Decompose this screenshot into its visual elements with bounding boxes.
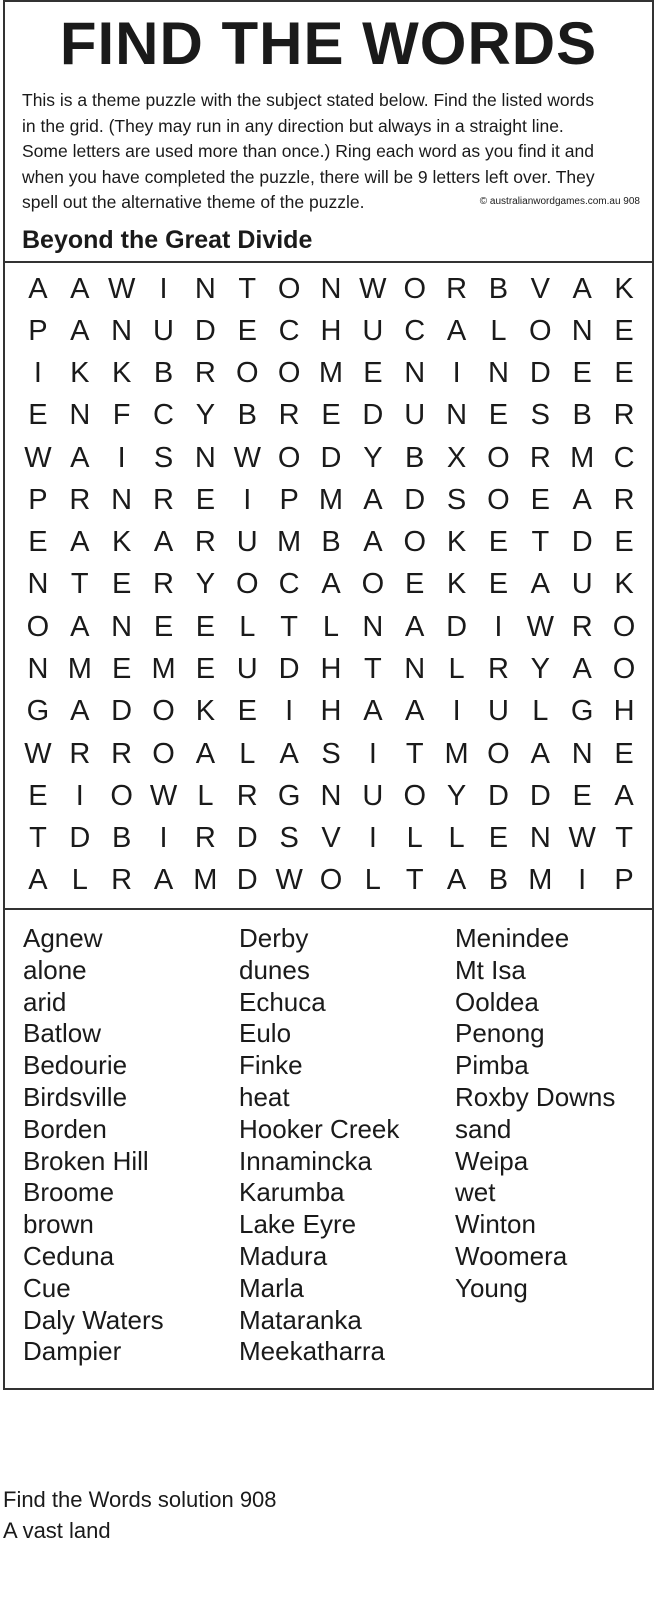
grid-letter: G — [570, 695, 594, 728]
grid-letter: C — [613, 441, 635, 474]
grid-letter: A — [70, 441, 90, 474]
grid-letter: I — [578, 864, 587, 897]
puzzle-box — [3, 0, 654, 1390]
grid-letter: K — [111, 526, 132, 559]
grid-letter: T — [238, 272, 257, 305]
solution-heading: Find the Words solution 908 — [3, 1487, 277, 1512]
grid-letter: N — [446, 399, 468, 432]
grid-letter: O — [277, 357, 301, 390]
copyright-notice: © australianwordgames.com.au 908 — [479, 196, 640, 207]
grid-letter: L — [490, 314, 507, 347]
grid-letter: N — [487, 357, 509, 390]
grid-letter: E — [614, 737, 634, 770]
grid-letter: R — [236, 779, 258, 812]
grid-letter: O — [612, 610, 636, 643]
grid-letter: U — [487, 695, 509, 728]
grid-letter: P — [279, 483, 299, 516]
grid-letter: A — [363, 483, 383, 516]
grid-letter: T — [280, 610, 298, 643]
solution-section — [3, 1484, 277, 1546]
grid-letter: I — [75, 779, 84, 812]
grid-letter: Y — [530, 653, 550, 686]
grid-letter: A — [572, 653, 592, 686]
grid-letter: L — [239, 610, 256, 643]
grid-letter: R — [613, 483, 635, 516]
grid-letter: B — [572, 399, 592, 432]
grid-letter: M — [67, 653, 92, 686]
grid-letter: T — [364, 653, 382, 686]
grid-letter: B — [488, 864, 509, 897]
grid-letter: E — [488, 822, 509, 855]
grid-letter: O — [277, 272, 301, 305]
grid-letter: A — [572, 272, 592, 305]
grid-letter: O — [235, 357, 259, 390]
grid-letter: E — [237, 695, 257, 728]
grid-letter: K — [614, 568, 634, 601]
grid-letter: U — [153, 314, 174, 347]
word-list-item: Penong — [455, 1018, 545, 1049]
grid-letter: A — [530, 568, 550, 601]
grid-letter: R — [446, 272, 468, 305]
grid-letter: W — [568, 822, 596, 855]
grid-letter: A — [70, 610, 90, 643]
grid-letter: A — [446, 314, 467, 347]
grid-letter: O — [361, 568, 385, 601]
instructions — [22, 88, 644, 218]
grid-letter: M — [570, 441, 595, 474]
grid-letter: D — [236, 822, 258, 855]
grid-letter: D — [446, 610, 468, 643]
grid-letter: E — [530, 483, 550, 516]
grid-letter: S — [446, 483, 467, 516]
grid-letter: R — [194, 822, 216, 855]
grid-letter: U — [362, 779, 384, 812]
grid-letter: W — [526, 610, 555, 643]
grid-letter: P — [28, 314, 48, 347]
grid-letter: N — [111, 610, 133, 643]
grid-letter: A — [279, 737, 299, 770]
grid-letter: O — [235, 568, 259, 601]
word-list-item: Ceduna — [23, 1240, 115, 1271]
grid-letter: C — [278, 314, 300, 347]
grid-letter: D — [111, 695, 133, 728]
grid-letter: R — [613, 399, 635, 432]
grid-letter: B — [111, 822, 132, 855]
grid-letter: M — [444, 737, 469, 770]
grid-letter: E — [237, 314, 257, 347]
grid-letter: O — [26, 610, 50, 643]
grid-letter: C — [278, 568, 300, 601]
grid-bottom-divider — [5, 908, 652, 910]
grid-letter: R — [153, 568, 174, 601]
grid-letter: T — [29, 822, 47, 855]
grid-letter: O — [487, 483, 510, 516]
grid-letter: D — [362, 399, 384, 432]
grid-letter: E — [28, 399, 48, 432]
grid-letter: D — [194, 314, 216, 347]
grid-letter: C — [153, 399, 174, 432]
grid-letter: U — [236, 526, 258, 559]
grid-letter: Y — [195, 399, 216, 432]
word-list-item: Pimba — [455, 1050, 529, 1081]
grid-letter: E — [614, 314, 634, 347]
grid-letter: A — [70, 526, 90, 559]
puzzle-title: FIND THE WORDS — [59, 10, 598, 77]
grid-letter: H — [320, 314, 342, 347]
grid-letter: A — [363, 526, 383, 559]
grid-letter: E — [153, 610, 174, 643]
word-list-item: Innamincka — [239, 1145, 372, 1176]
grid-letter: N — [571, 314, 593, 347]
grid-letter: L — [406, 822, 423, 855]
grid-letter: M — [318, 483, 344, 516]
grid-letter: R — [487, 653, 509, 686]
grid-letter: E — [28, 526, 48, 559]
grid-letter: I — [452, 357, 461, 390]
grid-letter: A — [614, 779, 634, 812]
grid-letter: I — [368, 822, 377, 855]
grid-letter: D — [529, 357, 551, 390]
instruction-line: This is a theme puzzle with the subject stated below. Find the listed words — [22, 90, 594, 110]
grid-letter: B — [321, 526, 341, 559]
grid-letter: S — [279, 822, 299, 855]
grid-letter: E — [488, 399, 509, 432]
grid-letter: G — [26, 695, 50, 728]
grid-letter: K — [195, 695, 216, 728]
grid-letter: N — [111, 483, 133, 516]
grid-letter: E — [572, 357, 592, 390]
grid-letter: L — [364, 864, 381, 897]
grid-letter: I — [117, 441, 126, 474]
grid-letter: L — [448, 822, 465, 855]
grid-letter: T — [615, 822, 633, 855]
grid-letter: A — [28, 272, 48, 305]
grid-letter: O — [612, 653, 636, 686]
grid-letter: S — [530, 399, 550, 432]
grid-letter: A — [153, 526, 174, 559]
grid-letter: A — [530, 737, 550, 770]
instruction-line: when you have completed the puzzle, there will be 9 letters left over. They — [22, 166, 595, 187]
grid-letter: T — [405, 737, 424, 770]
grid-letter: E — [363, 357, 383, 390]
grid-letter: K — [111, 357, 132, 390]
word-list-item: heat — [239, 1081, 290, 1112]
grid-letter: Y — [446, 779, 467, 812]
grid-letter: K — [70, 357, 90, 390]
grid-letter: M — [318, 357, 344, 390]
grid-letter: R — [111, 864, 133, 897]
word-list-item: Birdsville — [23, 1081, 128, 1112]
grid-letter: P — [28, 483, 48, 516]
grid-letter: T — [70, 568, 89, 601]
grid-letter: R — [69, 483, 91, 516]
grid-letter: K — [446, 526, 467, 559]
grid-letter: U — [404, 399, 426, 432]
grid-letter: W — [24, 441, 52, 474]
grid-letter: D — [236, 864, 258, 897]
grid-letter: E — [111, 568, 132, 601]
word-list-item: dunes — [239, 954, 310, 985]
instruction-line: spell out the alternative theme of the puzzle. — [22, 192, 365, 212]
grid-letter: I — [285, 695, 294, 728]
word-list-item: brown — [23, 1209, 94, 1240]
word-list-item: Karumba — [239, 1177, 345, 1208]
grid-letter: R — [529, 441, 551, 474]
grid-letter: C — [404, 314, 426, 347]
grid-letter: D — [571, 526, 593, 559]
grid-letter: L — [532, 695, 549, 728]
grid-letter: O — [110, 779, 133, 812]
letter-grid — [17, 268, 645, 902]
grid-letter: W — [359, 272, 387, 305]
word-list-item: Hooker Creek — [239, 1113, 400, 1144]
grid-letter: R — [153, 483, 174, 516]
word-list-item: Borden — [23, 1113, 107, 1144]
instruction-line: in the grid. (They may run in any direction but always in a straight line. — [22, 115, 564, 136]
word-list-item: Agnew — [23, 923, 103, 953]
grid-letter: E — [614, 526, 634, 559]
instruction-line-last — [22, 190, 644, 216]
grid-letter: N — [194, 272, 216, 305]
grid-letter: B — [405, 441, 425, 474]
grid-letter: P — [614, 864, 634, 897]
grid-letter: I — [243, 483, 252, 516]
grid-letter: D — [529, 779, 551, 812]
word-list-item: Mataranka — [239, 1304, 362, 1335]
grid-letter: N — [194, 441, 216, 474]
grid-letter: S — [321, 737, 341, 770]
word-list-item: Finke — [239, 1050, 303, 1081]
word-list-item: Young — [455, 1272, 528, 1303]
grid-letter: V — [530, 272, 550, 305]
word-list-item: Menindee — [455, 923, 570, 953]
grid-letter: A — [572, 483, 592, 516]
puzzle-subject: Beyond the Great Divide — [22, 226, 313, 254]
word-list-item: Meekatharra — [239, 1336, 385, 1367]
grid-letter: O — [403, 779, 426, 812]
grid-letter: A — [70, 272, 90, 305]
grid-letter: E — [572, 779, 592, 812]
word-list-column-3 — [455, 923, 665, 1305]
grid-letter: N — [320, 272, 342, 305]
grid-letter: A — [405, 610, 425, 643]
grid-letter: B — [237, 399, 257, 432]
grid-letter: E — [195, 483, 216, 516]
grid-letter: E — [111, 653, 132, 686]
grid-letter: W — [24, 737, 52, 770]
grid-letter: E — [195, 610, 216, 643]
grid-letter: D — [487, 779, 509, 812]
grid-letter: E — [488, 568, 509, 601]
grid-letter: W — [275, 864, 303, 897]
word-list-item: Batlow — [23, 1018, 102, 1049]
word-list-item: Roxby Downs — [455, 1081, 616, 1112]
grid-letter: E — [321, 399, 341, 432]
grid-letter: U — [571, 568, 593, 601]
grid-letter: N — [404, 653, 426, 686]
word-list-item: Mt Isa — [455, 954, 526, 985]
grid-letter: A — [195, 737, 216, 770]
grid-letter: D — [278, 653, 300, 686]
word-list-item: Marla — [239, 1272, 305, 1303]
word-list-item: Eulo — [239, 1018, 292, 1049]
grid-letter: L — [448, 653, 465, 686]
grid-letter: Y — [363, 441, 383, 474]
grid-letter: N — [69, 399, 91, 432]
grid-letter: R — [69, 737, 91, 770]
grid-letter: E — [28, 779, 48, 812]
grid-letter: E — [405, 568, 425, 601]
grid-letter: A — [153, 864, 174, 897]
grid-letter: W — [233, 441, 261, 474]
grid-letter: A — [70, 695, 90, 728]
grid-letter: I — [159, 822, 168, 855]
grid-letter: K — [614, 272, 634, 305]
grid-letter: L — [239, 737, 256, 770]
word-list-item: Echuca — [239, 986, 326, 1017]
word-list-item: Bedourie — [23, 1050, 128, 1081]
grid-letter: T — [531, 526, 550, 559]
word-list-item: Broken Hill — [23, 1145, 149, 1176]
grid-letter: E — [195, 653, 216, 686]
grid-letter: B — [153, 357, 174, 390]
grid-letter: V — [321, 822, 341, 855]
grid-letter: A — [70, 314, 90, 347]
grid-letter: D — [320, 441, 342, 474]
word-list-item: Broome — [23, 1177, 115, 1208]
grid-letter: M — [151, 653, 176, 686]
grid-letter: A — [28, 864, 48, 897]
grid-letter: I — [452, 695, 461, 728]
word-list-column-1 — [23, 923, 233, 1368]
grid-letter: I — [33, 357, 42, 390]
grid-letter: I — [159, 272, 168, 305]
grid-letter: D — [404, 483, 426, 516]
grid-letter: O — [403, 272, 426, 305]
grid-letter: W — [107, 272, 136, 305]
grid-letter: K — [446, 568, 467, 601]
grid-letter: N — [27, 568, 49, 601]
word-list-item: Woomera — [455, 1240, 568, 1271]
grid-letter: O — [403, 526, 426, 559]
word-list-item: Dampier — [23, 1336, 122, 1367]
word-list-item: arid — [23, 986, 67, 1017]
grid-letter: R — [194, 526, 216, 559]
grid-letter: S — [153, 441, 174, 474]
grid-letter: L — [322, 610, 340, 643]
word-list-item: Madura — [239, 1240, 328, 1271]
grid-letter: B — [488, 272, 509, 305]
grid-letter: W — [149, 779, 178, 812]
grid-letter: L — [197, 779, 214, 812]
grid-letter: R — [571, 610, 593, 643]
grid-letter: N — [529, 822, 551, 855]
grid-letter: E — [488, 526, 509, 559]
grid-letter: U — [362, 314, 384, 347]
grid-letter: O — [319, 864, 343, 897]
grid-letter: O — [487, 737, 510, 770]
grid-letter: I — [494, 610, 503, 643]
word-list-item: Winton — [455, 1209, 536, 1240]
grid-letter: M — [193, 864, 218, 897]
word-list-item: Cue — [23, 1272, 71, 1303]
grid-letter: N — [362, 610, 384, 643]
grid-letter: H — [613, 695, 635, 728]
grid-letter: I — [368, 737, 377, 770]
grid-letter: O — [152, 737, 175, 770]
grid-letter: Y — [195, 568, 216, 601]
grid-letter: M — [277, 526, 302, 559]
grid-top-divider — [5, 261, 652, 263]
grid-letter: A — [446, 864, 467, 897]
grid-letter: A — [321, 568, 341, 601]
word-list-item: Daly Waters — [23, 1304, 164, 1335]
grid-letter: H — [320, 653, 342, 686]
grid-letter: L — [71, 864, 88, 897]
word-list-item: alone — [23, 954, 87, 985]
grid-letter: O — [277, 441, 301, 474]
grid-letter: N — [111, 314, 133, 347]
word-list-item: Ooldea — [455, 986, 539, 1017]
grid-letter: A — [363, 695, 383, 728]
grid-letter: O — [529, 314, 552, 347]
word-list-item: Lake Eyre — [239, 1209, 357, 1240]
grid-letter: R — [194, 357, 216, 390]
instruction-line: Some letters are used more than once.) Ring each word as you find it and — [22, 141, 594, 161]
grid-letter: A — [405, 695, 425, 728]
word-list-column-2 — [239, 923, 449, 1368]
solution-answer: A vast land — [3, 1518, 111, 1543]
grid-letter: N — [27, 653, 49, 686]
grid-letter: D — [69, 822, 91, 855]
word-list-item: wet — [455, 1177, 496, 1208]
grid-letter: N — [404, 357, 426, 390]
grid-letter: R — [278, 399, 300, 432]
grid-letter: H — [320, 695, 342, 728]
grid-letter: T — [405, 864, 424, 897]
grid-letter: R — [111, 737, 133, 770]
grid-letter: E — [614, 357, 634, 390]
grid-letter: O — [152, 695, 175, 728]
grid-letter: U — [236, 653, 258, 686]
grid-letter: N — [320, 779, 342, 812]
grid-letter: F — [112, 399, 131, 432]
grid-letter: O — [487, 441, 510, 474]
grid-letter: N — [571, 737, 593, 770]
word-list-item: Weipa — [455, 1145, 529, 1176]
word-list-item: sand — [455, 1113, 512, 1144]
grid-letter: G — [277, 779, 301, 812]
grid-letter: X — [446, 441, 467, 474]
word-list-item: Derby — [239, 923, 309, 953]
grid-letter: M — [528, 864, 553, 897]
